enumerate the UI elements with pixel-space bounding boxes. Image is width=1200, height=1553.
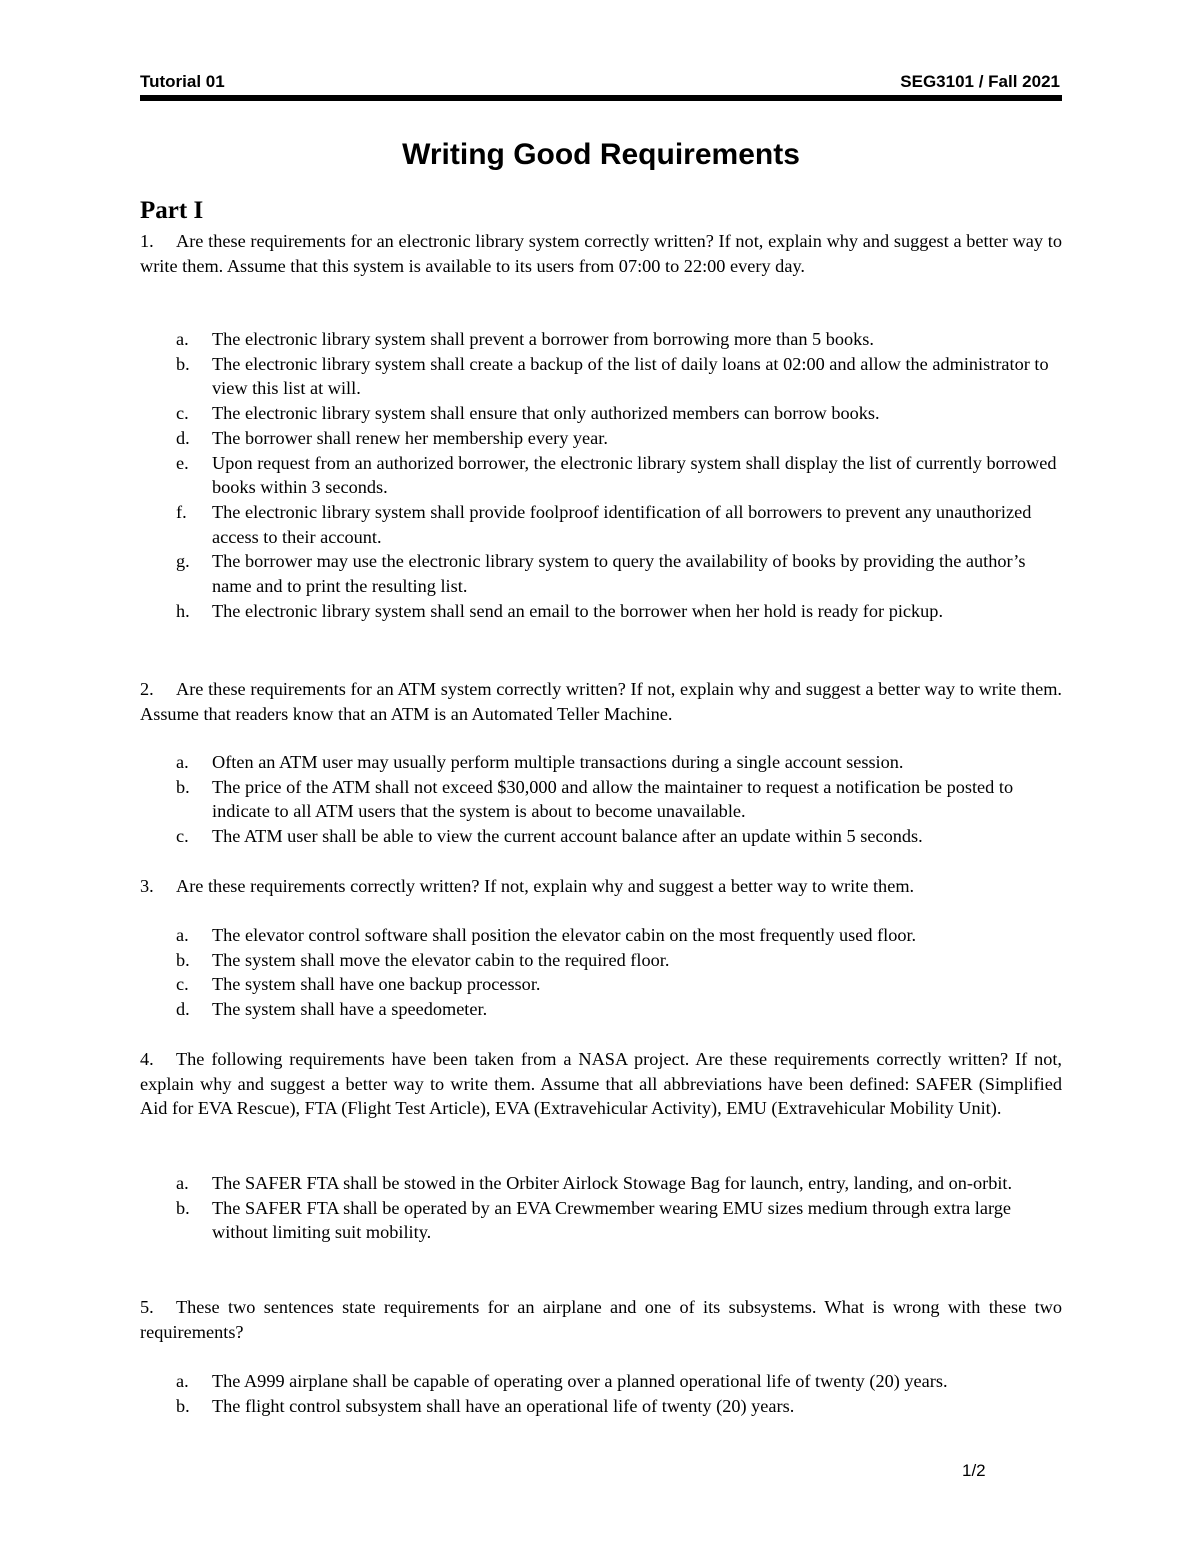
question-text: The following requirements have been taken from a NASA project. Are these requirements correctly written? If not, explain why and suggest a better way to write them. Assume that all abbreviations have been defined: SAFER (Simplified Aid for EVA Rescue), FTA (Flight Test Article), EVA (Extravehicular Activity), EMU (Extravehicular Mobility Unit). <box>140 1049 1062 1119</box>
list-item <box>176 972 1062 997</box>
list-item <box>176 1369 1062 1394</box>
item-marker: d. <box>176 427 190 448</box>
item-marker: b. <box>176 1197 190 1218</box>
item-text: The system shall have a speedometer. <box>212 999 488 1020</box>
list-item <box>176 451 1062 500</box>
item-marker: b. <box>176 949 190 970</box>
item-text: The borrower may use the electronic library system to query the availability of books by providing the author’s name and to print the resulting list. <box>212 551 1026 597</box>
list-item <box>176 426 1062 451</box>
question-text: These two sentences state requirements for an airplane and one of its subsystems. What is wrong with these two requirements? <box>140 1297 1062 1342</box>
list-item <box>176 1196 1062 1245</box>
list-item <box>176 549 1062 598</box>
question-1 <box>140 229 1062 278</box>
item-marker: d. <box>176 999 190 1020</box>
item-marker: a. <box>176 752 189 772</box>
item-marker: b. <box>176 1395 190 1416</box>
item-text: The system shall have one backup processor. <box>212 974 541 995</box>
part-heading: Part I <box>140 197 204 224</box>
header-rule <box>140 95 1062 101</box>
item-marker: a. <box>176 925 189 945</box>
item-marker: a. <box>176 1371 189 1391</box>
question-number: 1. <box>140 231 154 251</box>
item-marker: h. <box>176 600 190 621</box>
list-item <box>176 948 1062 973</box>
item-text: The ATM user shall be able to view the current account balance after an update within 5 seconds. <box>212 826 923 847</box>
item-text: The borrower shall renew her membership every year. <box>212 427 608 448</box>
item-text: The system shall move the elevator cabin to the required floor. <box>212 949 670 970</box>
question-2-items <box>176 750 1062 849</box>
item-text: The SAFER FTA shall be stowed in the Orbiter Airlock Stowage Bag for launch, entry, landing, and on-orbit. <box>212 1173 1013 1193</box>
list-item <box>176 327 1062 352</box>
list-item <box>176 997 1062 1022</box>
list-item <box>176 401 1062 426</box>
question-number: 3. <box>140 876 154 896</box>
question-4 <box>140 1047 1062 1121</box>
question-number: 2. <box>140 679 154 699</box>
list-item <box>176 1171 1062 1196</box>
question-number: 5. <box>140 1297 154 1317</box>
list-item <box>176 500 1062 549</box>
item-marker: f. <box>176 501 187 522</box>
item-marker: a. <box>176 329 189 349</box>
item-marker: e. <box>176 452 189 473</box>
list-item <box>176 352 1062 401</box>
page-title: Writing Good Requirements <box>402 138 800 171</box>
item-marker: b. <box>176 776 190 797</box>
question-text: Are these requirements correctly written? If not, explain why and suggest a better way to write them. <box>176 876 915 896</box>
header-tutorial: Tutorial 01 <box>140 72 225 91</box>
item-text: The electronic library system shall provide foolproof identification of all borrowers to prevent any unauthorized access to their account. <box>212 501 1032 547</box>
item-marker: c. <box>176 826 189 847</box>
list-item <box>176 599 1062 624</box>
list-item <box>176 824 1062 849</box>
question-2 <box>140 677 1062 726</box>
item-marker: a. <box>176 1173 189 1193</box>
question-4-items <box>176 1171 1062 1245</box>
question-number: 4. <box>140 1049 154 1069</box>
item-marker: b. <box>176 353 190 374</box>
list-item <box>176 775 1062 824</box>
question-5 <box>140 1295 1062 1344</box>
item-text: The electronic library system shall ensure that only authorized members can borrow books. <box>212 403 880 424</box>
question-5-items <box>176 1369 1062 1418</box>
item-text: The flight control subsystem shall have an operational life of twenty (20) years. <box>212 1395 795 1416</box>
question-1-items <box>176 327 1062 623</box>
question-text: Are these requirements for an electronic library system correctly written? If not, explain why and suggest a better way to write them. Assume that this system is available to its users from 07:00 to 22:00 every day. <box>140 231 1062 276</box>
item-marker: g. <box>176 551 190 572</box>
item-text: The elevator control software shall position the elevator cabin on the most frequently used floor. <box>212 925 917 945</box>
page-number: 1/2 <box>962 1461 986 1480</box>
list-item <box>176 1394 1062 1419</box>
item-marker: c. <box>176 403 189 424</box>
item-text: The electronic library system shall prevent a borrower from borrowing more than 5 books. <box>212 329 874 349</box>
question-text: Are these requirements for an ATM system correctly written? If not, explain why and suggest a better way to write them. Assume that readers know that an ATM is an Automated Teller Machine. <box>140 679 1062 724</box>
item-text: The electronic library system shall send an email to the borrower when her hold is ready for pickup. <box>212 600 944 621</box>
item-marker: c. <box>176 974 189 995</box>
question-3-items <box>176 923 1062 1022</box>
item-text: The price of the ATM shall not exceed $30,000 and allow the maintainer to request a notification be posted to indicate to all ATM users that the system is about to become unavailable. <box>212 776 1014 822</box>
item-text: The electronic library system shall create a backup of the list of daily loans at 02:00 and allow the administrator to view this list at will. <box>212 353 1049 399</box>
item-text: The A999 airplane shall be capable of operating over a planned operational life of twenty (20) years. <box>212 1371 948 1391</box>
item-text: Upon request from an authorized borrower, the electronic library system shall display the list of currently borrowed books within 3 seconds. <box>212 452 1057 498</box>
question-3 <box>140 874 1062 899</box>
item-text: The SAFER FTA shall be operated by an EVA Crewmember wearing EMU sizes medium through extra large without limiting suit mobility. <box>212 1197 1012 1243</box>
header-course: SEG3101 / Fall 2021 <box>900 72 1060 91</box>
item-text: Often an ATM user may usually perform multiple transactions during a single account session. <box>212 752 904 772</box>
list-item <box>176 923 1062 948</box>
list-item <box>176 750 1062 775</box>
